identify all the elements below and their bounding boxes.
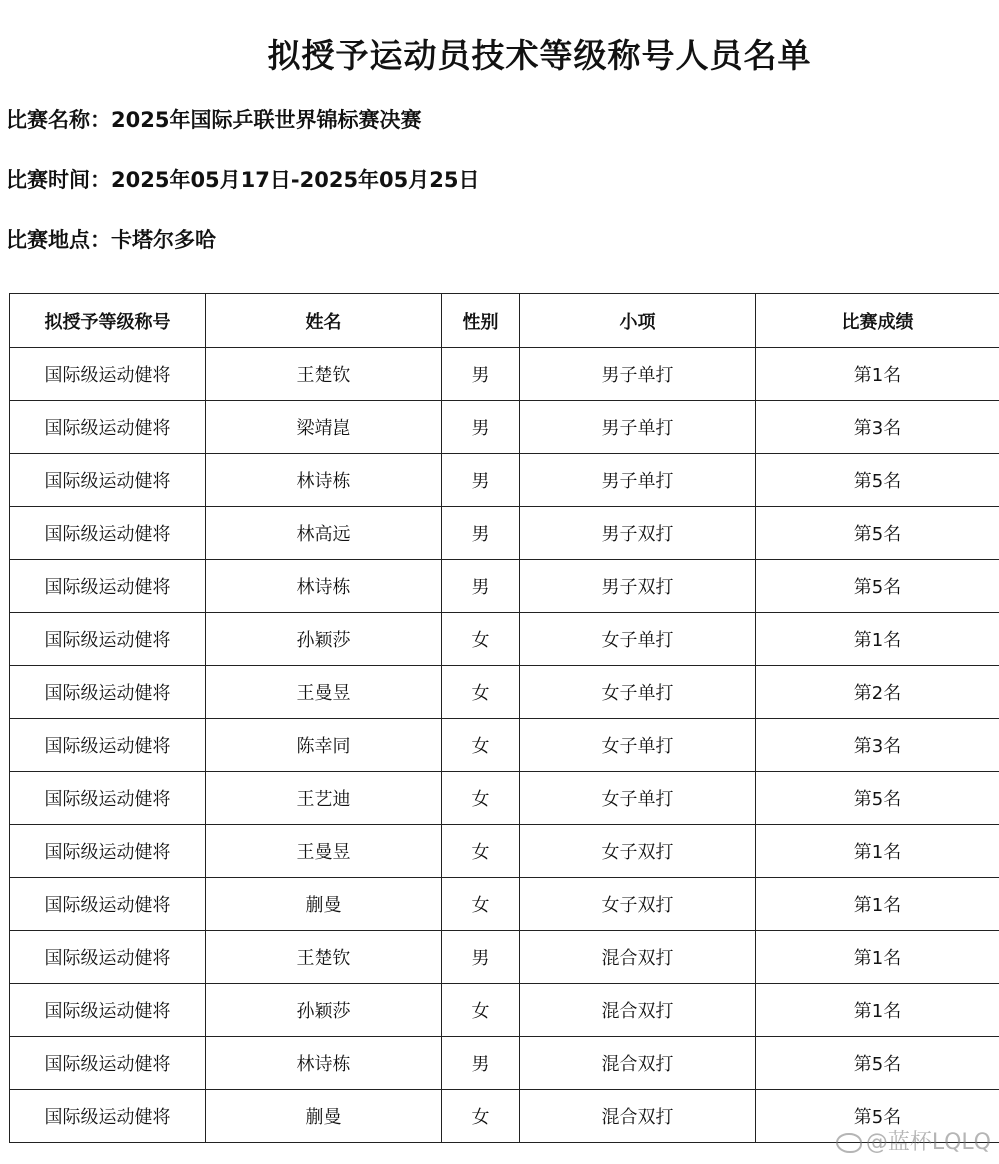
competition-location: 比赛地点：卡塔尔多哈 [6,228,216,252]
cell-name: 蒯曼 [206,878,442,931]
cell-result: 第5名 [756,454,999,507]
table-row [10,666,999,719]
cell-event: 混合双打 [520,984,756,1037]
cell-grade-title: 国际级运动健将 [10,772,206,825]
watermark [836,1125,991,1156]
cell-gender: 男 [442,348,520,401]
cell-gender: 女 [442,666,520,719]
cell-event: 男子单打 [520,454,756,507]
weibo-icon [836,1133,862,1153]
cell-event: 混合双打 [520,931,756,984]
table-row [10,454,999,507]
cell-grade-title: 国际级运动健将 [10,401,206,454]
cell-name: 林诗栋 [206,454,442,507]
cell-event: 女子单打 [520,772,756,825]
competition-name: 比赛名称：2025年国际乒联世界锦标赛决赛 [6,108,422,132]
cell-event: 女子单打 [520,613,756,666]
cell-name: 蒯曼 [206,1090,442,1143]
cell-result: 第3名 [756,719,999,772]
cell-result: 第1名 [756,878,999,931]
cell-gender: 女 [442,613,520,666]
cell-result: 第2名 [756,666,999,719]
cell-gender: 男 [442,507,520,560]
cell-event: 男子双打 [520,507,756,560]
table-row [10,772,999,825]
cell-gender: 女 [442,1090,520,1143]
table-row [10,560,999,613]
cell-event: 混合双打 [520,1037,756,1090]
cell-name: 孙颖莎 [206,613,442,666]
cell-event: 混合双打 [520,1090,756,1143]
cell-gender: 女 [442,878,520,931]
cell-event: 女子单打 [520,666,756,719]
cell-result: 第5名 [756,1090,999,1143]
table-row [10,613,999,666]
cell-grade-title: 国际级运动健将 [10,454,206,507]
table-row [10,348,999,401]
table-header-row [10,294,999,348]
header-result: 比赛成绩 [756,294,999,348]
cell-result: 第5名 [756,560,999,613]
cell-name: 王曼昱 [206,666,442,719]
header-gender: 性别 [442,294,520,348]
cell-result: 第5名 [756,772,999,825]
cell-grade-title: 国际级运动健将 [10,984,206,1037]
cell-grade-title: 国际级运动健将 [10,507,206,560]
cell-grade-title: 国际级运动健将 [10,560,206,613]
cell-result: 第1名 [756,931,999,984]
cell-gender: 男 [442,1037,520,1090]
competition-time: 比赛时间：2025年05月17日-2025年05月25日 [6,168,480,192]
cell-result: 第3名 [756,401,999,454]
cell-name: 陈幸同 [206,719,442,772]
cell-grade-title: 国际级运动健将 [10,666,206,719]
cell-result: 第1名 [756,825,999,878]
cell-event: 女子双打 [520,825,756,878]
cell-grade-title: 国际级运动健将 [10,825,206,878]
cell-gender: 男 [442,560,520,613]
cell-gender: 女 [442,825,520,878]
table-row [10,931,999,984]
cell-gender: 男 [442,931,520,984]
cell-gender: 女 [442,719,520,772]
table-row [10,825,999,878]
cell-name: 王楚钦 [206,931,442,984]
table-row [10,719,999,772]
cell-result: 第1名 [756,984,999,1037]
table-row [10,1037,999,1090]
table-row [10,878,999,931]
cell-name: 林诗栋 [206,1037,442,1090]
cell-result: 第1名 [756,613,999,666]
cell-event: 女子双打 [520,878,756,931]
cell-name: 林高远 [206,507,442,560]
cell-name: 王曼昱 [206,825,442,878]
cell-grade-title: 国际级运动健将 [10,878,206,931]
cell-gender: 男 [442,401,520,454]
cell-event: 男子双打 [520,560,756,613]
cell-event: 女子单打 [520,719,756,772]
cell-result: 第5名 [756,1037,999,1090]
cell-name: 林诗栋 [206,560,442,613]
watermark-text: @蓝杯LQLQ [865,1130,991,1155]
page-title: 拟授予运动员技术等级称号人员名单 [267,36,812,75]
table-row [10,401,999,454]
cell-gender: 女 [442,984,520,1037]
cell-gender: 男 [442,454,520,507]
cell-name: 王楚钦 [206,348,442,401]
athlete-roster-table [9,293,999,1143]
header-grade-title: 拟授予等级称号 [10,294,206,348]
cell-grade-title: 国际级运动健将 [10,348,206,401]
cell-result: 第1名 [756,348,999,401]
cell-grade-title: 国际级运动健将 [10,1090,206,1143]
cell-name: 梁靖崑 [206,401,442,454]
cell-event: 男子单打 [520,401,756,454]
table-body [10,348,999,1143]
header-name: 姓名 [206,294,442,348]
cell-result: 第5名 [756,507,999,560]
table-row [10,984,999,1037]
table-row [10,507,999,560]
cell-name: 孙颖莎 [206,984,442,1037]
cell-event: 男子单打 [520,348,756,401]
cell-grade-title: 国际级运动健将 [10,613,206,666]
cell-grade-title: 国际级运动健将 [10,931,206,984]
cell-gender: 女 [442,772,520,825]
cell-grade-title: 国际级运动健将 [10,1037,206,1090]
cell-grade-title: 国际级运动健将 [10,719,206,772]
cell-name: 王艺迪 [206,772,442,825]
header-event: 小项 [520,294,756,348]
